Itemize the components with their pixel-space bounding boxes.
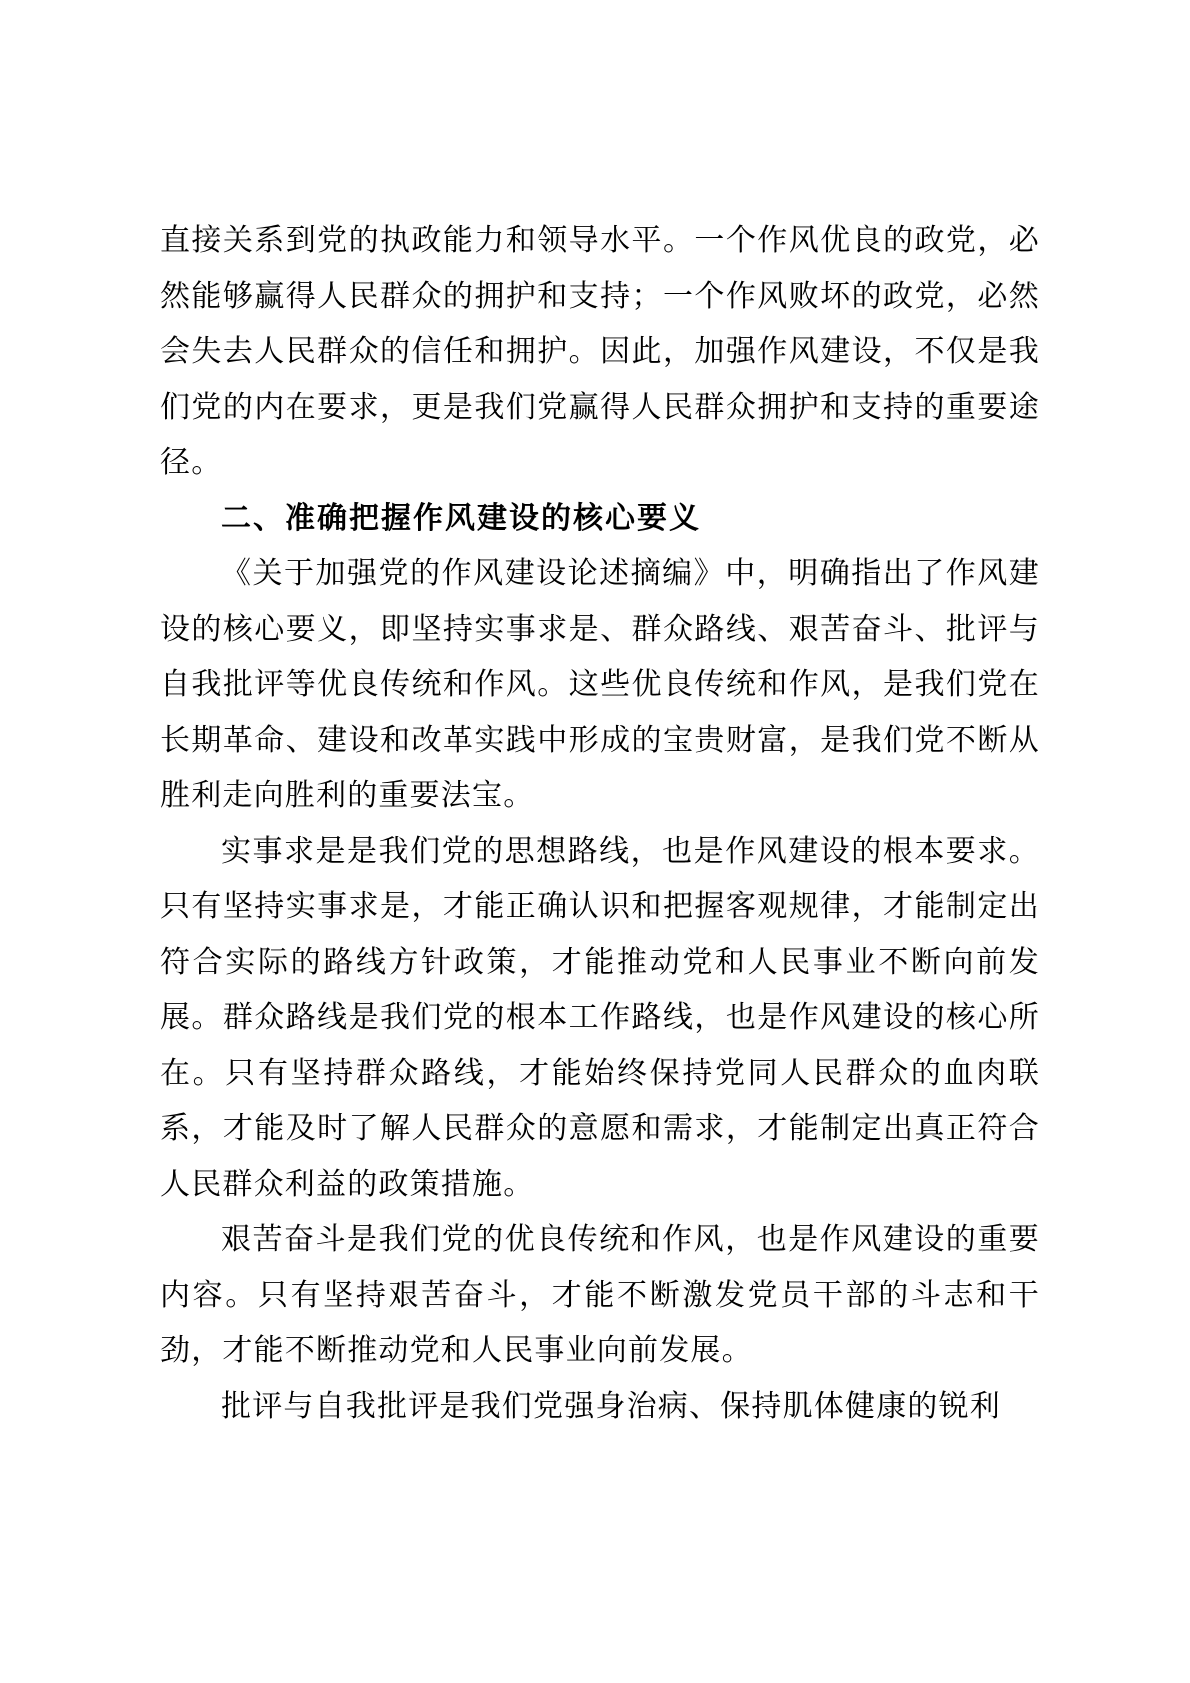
section-heading: 二、准确把握作风建设的核心要义 (221, 500, 701, 536)
document-body (160, 213, 1040, 1434)
paragraph-seeking-truth: 实事求是是我们党的思想路线，也是作风建设的根本要求。只有坚持实事求是，才能正确认识和把握客观规律，才能制定出符合实际的路线方针政策，才能推动党和人民事业不断向前发展。群众路线是我们党的根本工作路线，也是作风建设的核心所在。只有坚持群众路线，才能始终保持党同人民群众的血肉联系，才能及时了解人民群众的意愿和需求，才能制定出真正符合人民群众利益的政策措施。 (160, 833, 1040, 1202)
paragraph-hard-work: 艰苦奋斗是我们党的优良传统和作风，也是作风建设的重要内容。只有坚持艰苦奋斗，才能不断激发党员干部的斗志和干劲，才能不断推动党和人民事业向前发展。 (160, 1222, 1040, 1368)
paragraph-criticism: 批评与自我批评是我们党强身治病、保持肌体健康的锐利 (221, 1388, 1001, 1424)
paragraph-core-essence: 《关于加强党的作风建设论述摘编》中，明确指出了作风建设的核心要义，即坚持实事求是、群众路线、艰苦奋斗、批评与自我批评等优良传统和作风。这些优良传统和作风，是我们党在长期革命、建设和改革实践中形成的宝贵财富，是我们党不断从胜利走向胜利的重要法宝。 (160, 556, 1040, 813)
paragraph-continuation: 直接关系到党的执政能力和领导水平。一个作风优良的政党，必然能够赢得人民群众的拥护和支持；一个作风败坏的政党，必然会失去人民群众的信任和拥护。因此，加强作风建设，不仅是我们党的内在要求，更是我们党赢得人民群众拥护和支持的重要途径。 (160, 223, 1040, 480)
